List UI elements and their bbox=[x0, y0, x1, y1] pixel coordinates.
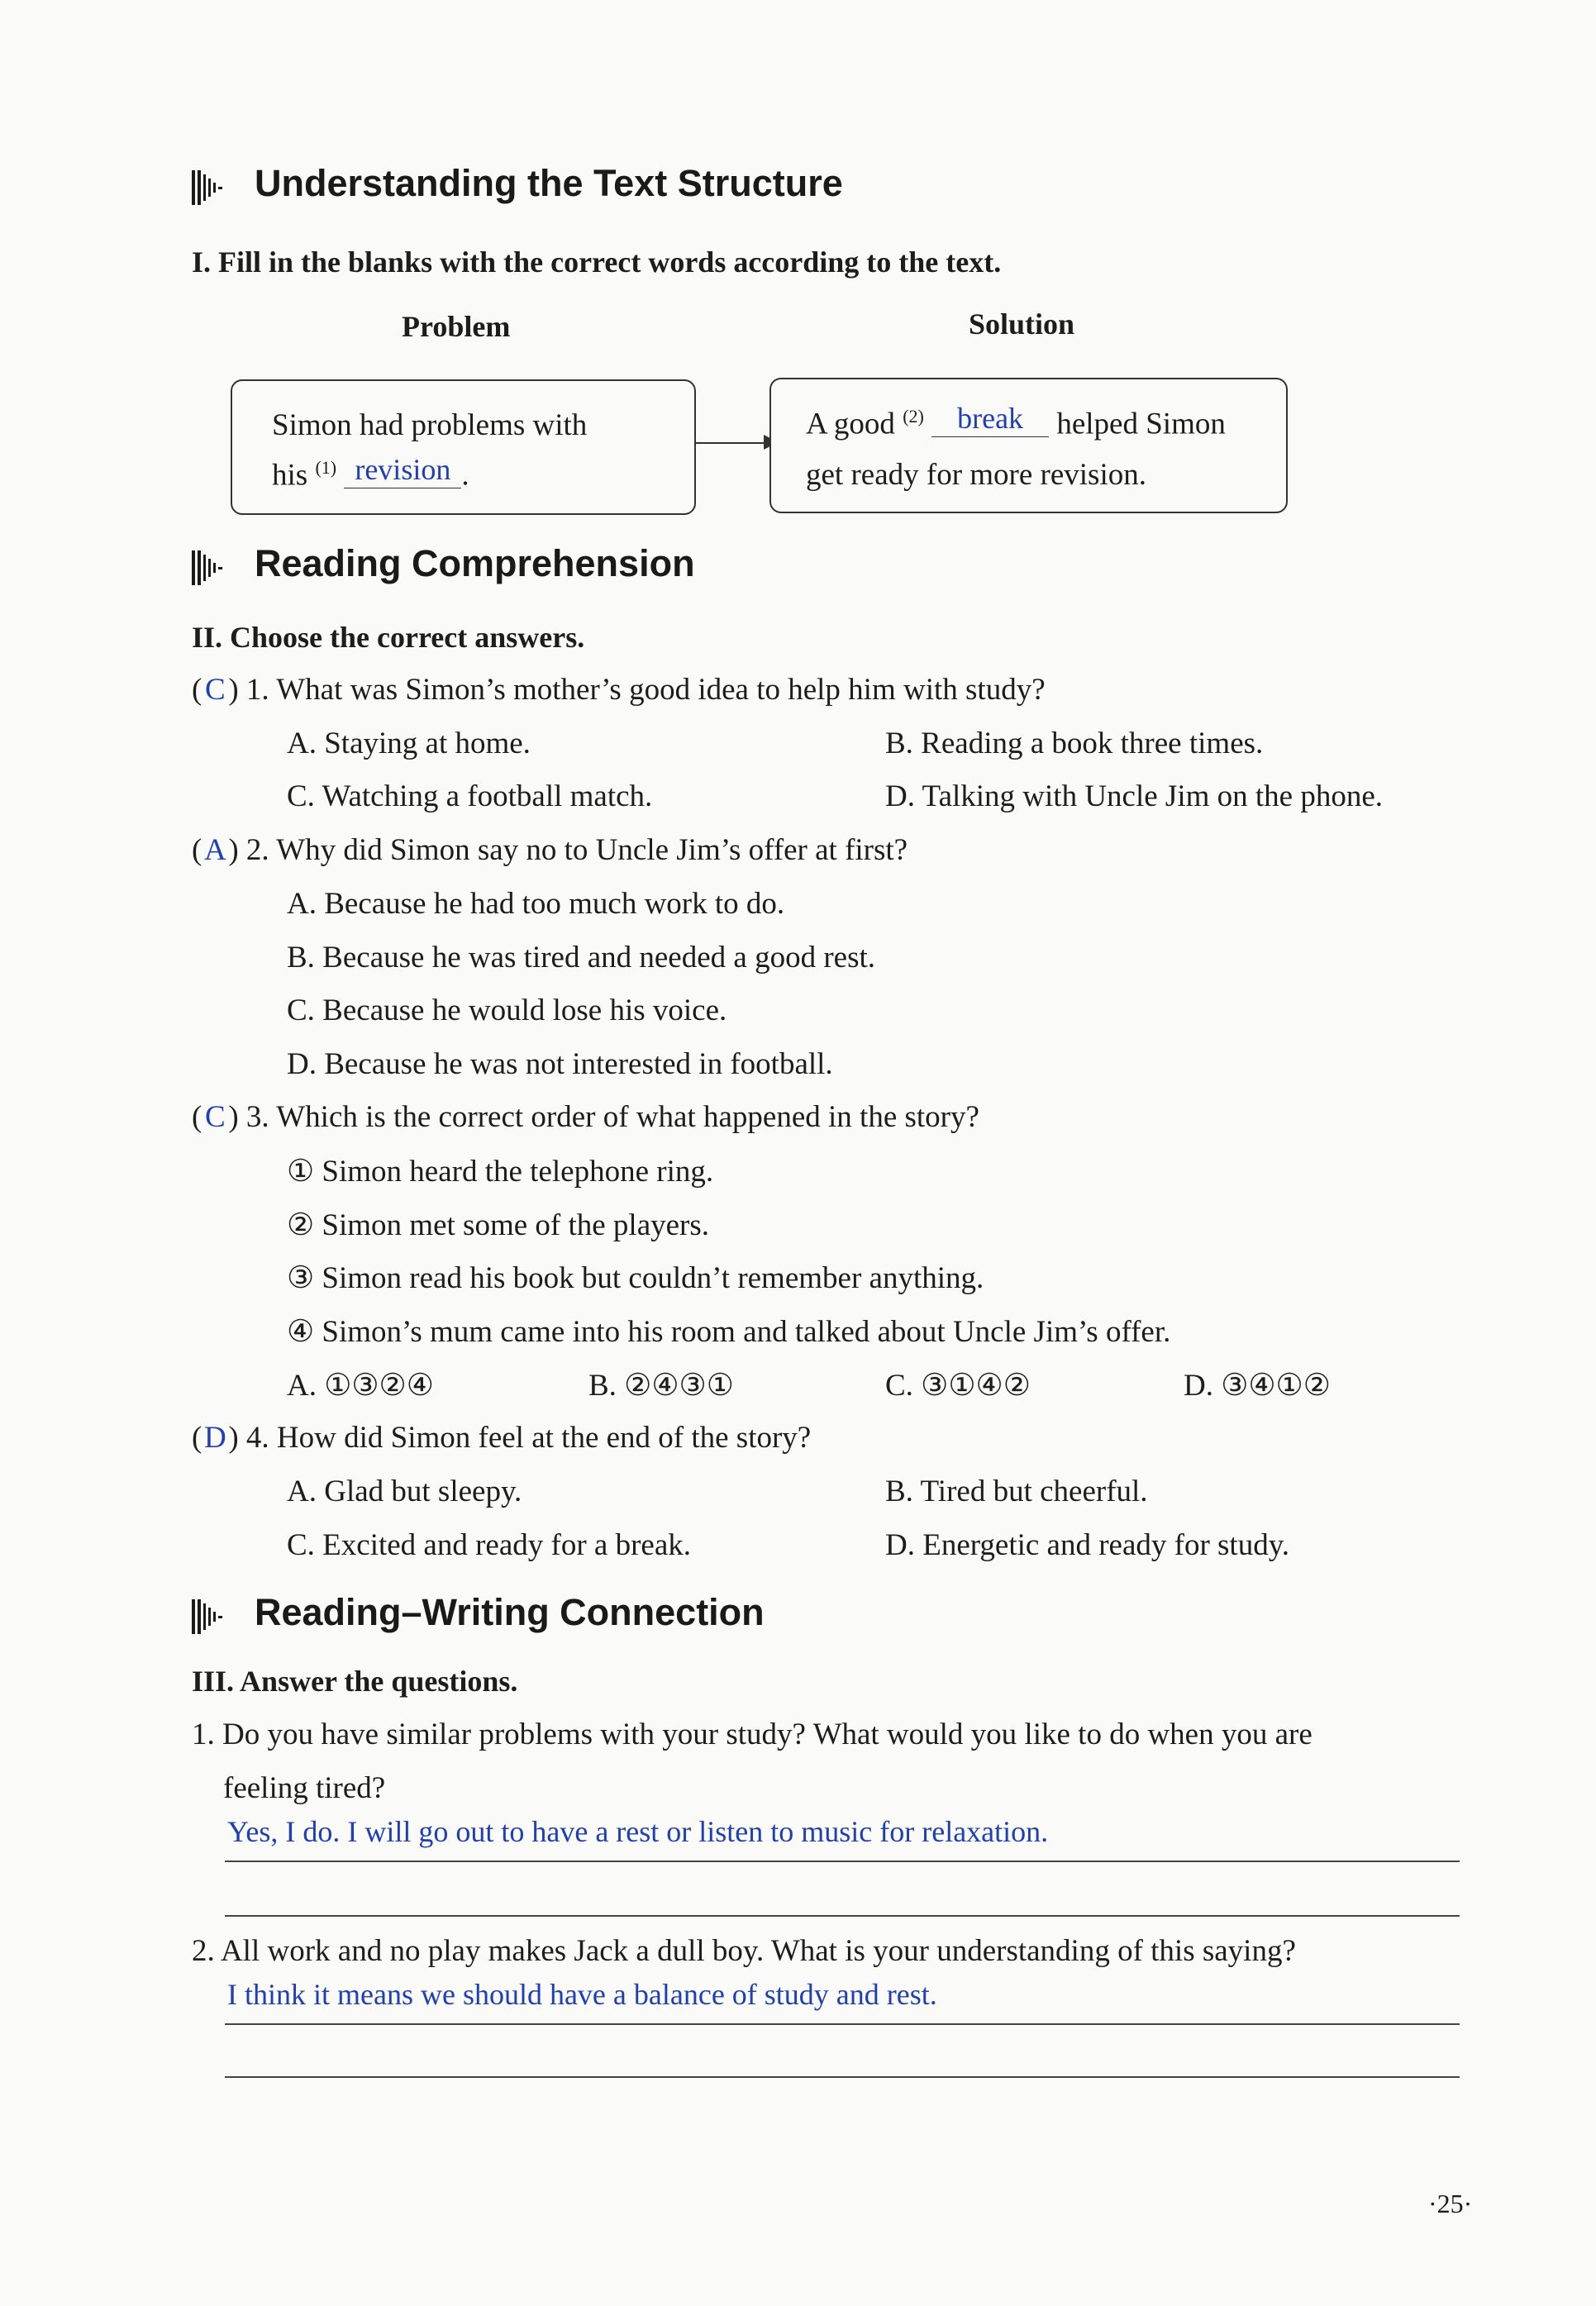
paren-open: ( bbox=[192, 1421, 202, 1455]
solution-box bbox=[769, 378, 1288, 513]
problem-heading: Problem bbox=[402, 310, 511, 343]
instruction-part2: II. Choose the correct answers. bbox=[192, 621, 585, 654]
option-1b: B. Reading a book three times. bbox=[885, 727, 1264, 760]
paren-open: ( bbox=[192, 833, 202, 867]
period: . bbox=[461, 458, 469, 493]
page-number: ·25· bbox=[1428, 2189, 1473, 2218]
answer-open-2[interactable]: I think it means we should have a balance of study and rest. bbox=[227, 1978, 937, 2011]
option-3d: D. ③④①② bbox=[1184, 1369, 1331, 1403]
answer-4[interactable]: D bbox=[203, 1421, 226, 1455]
event-3: ③ Simon read his book but couldn’t remember anything. bbox=[287, 1261, 984, 1295]
paren-close: ) bbox=[228, 833, 239, 867]
question-open-1-line1: 1. Do you have similar problems with your study? What would you like to do when you are bbox=[192, 1718, 1313, 1751]
event-4: ④ Simon’s mum came into his room and talked about Uncle Jim’s offer. bbox=[287, 1315, 1171, 1349]
question-3 bbox=[192, 1099, 979, 1135]
answer-line bbox=[225, 1861, 1460, 1862]
question-2 bbox=[192, 832, 908, 868]
problem-line1: Simon had problems with bbox=[272, 408, 588, 442]
problem-line2 bbox=[272, 453, 469, 493]
flow-arrow bbox=[694, 442, 767, 444]
blank2[interactable] bbox=[931, 401, 1049, 437]
instruction-part3: III. Answer the questions. bbox=[192, 1665, 518, 1698]
problem-box bbox=[231, 379, 696, 515]
answer-2[interactable]: A bbox=[203, 833, 226, 867]
option-1c: C. Watching a football match. bbox=[287, 779, 653, 813]
option-2a: A. Because he had too much work to do. bbox=[287, 887, 785, 921]
answer-line bbox=[225, 1915, 1460, 1917]
instruction-part1: I. Fill in the blanks with the correct words according to the text. bbox=[192, 245, 1002, 279]
option-4c: C. Excited and ready for a break. bbox=[287, 1528, 692, 1562]
solution-line1 bbox=[806, 402, 1226, 442]
option-3c: C. ③①④② bbox=[885, 1369, 1031, 1403]
option-1a: A. Staying at home. bbox=[287, 727, 531, 760]
question-open-1-line2: feeling tired? bbox=[223, 1771, 386, 1805]
paren-open: ( bbox=[192, 673, 202, 707]
event-2: ② Simon met some of the players. bbox=[287, 1208, 710, 1242]
paren-close: ) bbox=[228, 673, 239, 707]
question-4-stem: 4. How did Simon feel at the end of the story? bbox=[245, 1421, 812, 1455]
section-title: Understanding the Text Structure bbox=[255, 162, 843, 204]
problem-his: his bbox=[272, 458, 308, 493]
question-open-2: 2. All work and no play makes Jack a dull boy. What is your understanding of this saying? bbox=[192, 1934, 1296, 1968]
solution-helped: helped Simon bbox=[1056, 407, 1226, 441]
option-4b: B. Tired but cheerful. bbox=[885, 1475, 1148, 1508]
answer-1[interactable]: C bbox=[204, 673, 226, 707]
answer-3[interactable]: C bbox=[204, 1100, 226, 1134]
question-2-stem: 2. Why did Simon say no to Uncle Jim’s offer at first? bbox=[245, 833, 908, 867]
solution-line2: get ready for more revision. bbox=[806, 458, 1146, 492]
section-title: Reading–Writing Connection bbox=[255, 1591, 765, 1633]
paren-close: ) bbox=[228, 1100, 239, 1134]
blank1[interactable] bbox=[344, 452, 461, 488]
answer-open-1[interactable]: Yes, I do. I will go out to have a rest or listen to music for relaxation. bbox=[227, 1815, 1049, 1848]
answer-line bbox=[225, 2023, 1460, 2025]
answer-line bbox=[225, 2076, 1460, 2078]
option-4a: A. Glad but sleepy. bbox=[287, 1475, 522, 1508]
blank2-answer: break bbox=[957, 402, 1024, 436]
question-3-stem: 3. Which is the correct order of what happened in the story? bbox=[245, 1100, 979, 1134]
blank1-answer: revision bbox=[355, 453, 451, 487]
section-bars-icon bbox=[192, 550, 225, 587]
question-4 bbox=[192, 1420, 811, 1456]
option-2c: C. Because he would lose his voice. bbox=[287, 993, 727, 1027]
question-1-stem: 1. What was Simon’s mother’s good idea to help him with study? bbox=[245, 673, 1046, 707]
question-1 bbox=[192, 672, 1046, 708]
option-3b: B. ②④③① bbox=[588, 1369, 734, 1403]
blank1-number: (1) bbox=[315, 457, 337, 478]
option-2d: D. Because he was not interested in football. bbox=[287, 1047, 833, 1081]
solution-heading: Solution bbox=[969, 307, 1075, 341]
solution-a-good: A good bbox=[806, 407, 895, 441]
section-bars-icon bbox=[192, 1599, 225, 1636]
option-4d: D. Energetic and ready for study. bbox=[885, 1528, 1290, 1562]
option-1d: D. Talking with Uncle Jim on the phone. bbox=[885, 779, 1384, 813]
paren-open: ( bbox=[192, 1100, 202, 1134]
blank2-number: (2) bbox=[903, 406, 924, 426]
paren-close: ) bbox=[228, 1421, 239, 1455]
option-3a: A. ①③②④ bbox=[287, 1369, 434, 1403]
option-2b: B. Because he was tired and needed a good rest. bbox=[287, 941, 875, 974]
event-1: ① Simon heard the telephone ring. bbox=[287, 1155, 714, 1189]
section-title: Reading Comprehension bbox=[255, 542, 695, 584]
section-bars-icon bbox=[192, 170, 225, 207]
